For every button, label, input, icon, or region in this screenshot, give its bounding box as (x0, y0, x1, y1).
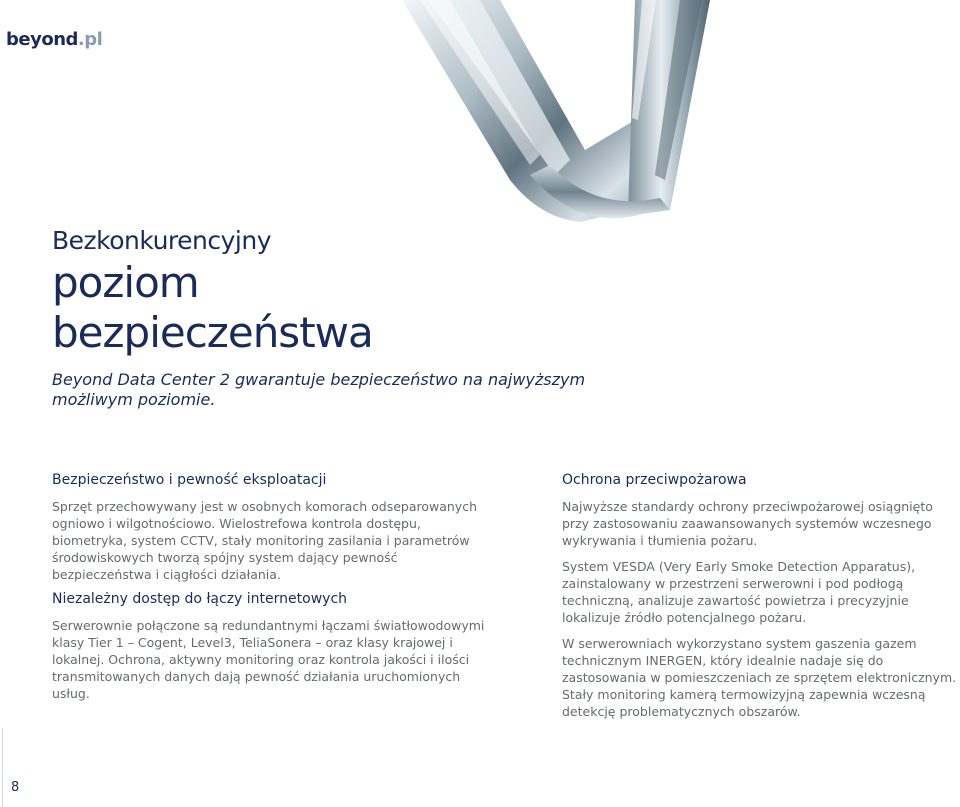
page-number: 8 (11, 780, 20, 795)
page-margin-rule (2, 728, 3, 807)
section-title-security: Bezpieczeństwo i pewność eksploatacji (52, 472, 327, 488)
left-column (52, 470, 492, 708)
beyond-logo (6, 28, 102, 52)
section-paragraph-security: Sprzęt przechowywany jest w osobnych komorach odseparowanych ogniowo i wilgotnościowo. Wielostrefowa kontrola dostępu, biometryka, system CCTV, stały monitoring zasilania i parametrów środowiskowych tworzą spójny system dający pewność bezpieczeństwa i ciągłości działania. (52, 499, 477, 582)
section-paragraph-internet: Serwerownie połączone są redundantnymi łączami światłowodowymi klasy Tier 1 – Cogent, Level3, TeliaSonera – oraz klasy krajowej i lokalnej. Ochrona, aktywny monitoring oraz kontrola jakości i ilości transmitowanych danych dają pewność działania uruchomionych usług. (52, 618, 485, 701)
metallic-v-checkmark-icon (380, 0, 800, 230)
fire-paragraph-2: System VESDA (Very Early Smoke Detection Apparatus), zainstalowany w przestrzeni serwerowni i pod podłogą techniczną, analizuje zawartość powietrza i precyzyjnie lokalizuje źródło potencjalnego pożaru. (562, 559, 916, 625)
logo-tld: .pl (77, 29, 103, 50)
heading-line-2: poziom (52, 258, 199, 307)
intro-text: Beyond Data Center 2 gwarantuje bezpieczeństwo na najwyższym możliwym poziomie. (52, 370, 586, 409)
right-column (562, 470, 960, 729)
page-heading (52, 224, 373, 358)
heading-line-1: Bezkonkurencyjny (52, 226, 272, 255)
section-title-internet: Niezależny dostęp do łączy internetowych (52, 591, 348, 607)
fire-paragraph-3: W serwerowniach wykorzystano system gaszenia gazem technicznym INERGEN, który idealnie nadaje się do zastosowania w pomieszczeniach ze sprzętem elektronicznym. Stały monitoring kamerą termowizyjną zapewnia wczesną detekcję problematycznych obszarów. (562, 636, 957, 719)
heading-line-3: bezpieczeństwa (52, 308, 373, 357)
logo-brand: beyond (6, 29, 78, 50)
section-title-fire-protection: Ochrona przeciwpożarowa (562, 472, 747, 488)
fire-paragraph-1: Najwyższe standardy ochrony przeciwpożarowej osiągnięto przy zastosowaniu zaawansowanych systemów wczesnego wykrywania i tłumienia pożaru. (562, 499, 933, 548)
